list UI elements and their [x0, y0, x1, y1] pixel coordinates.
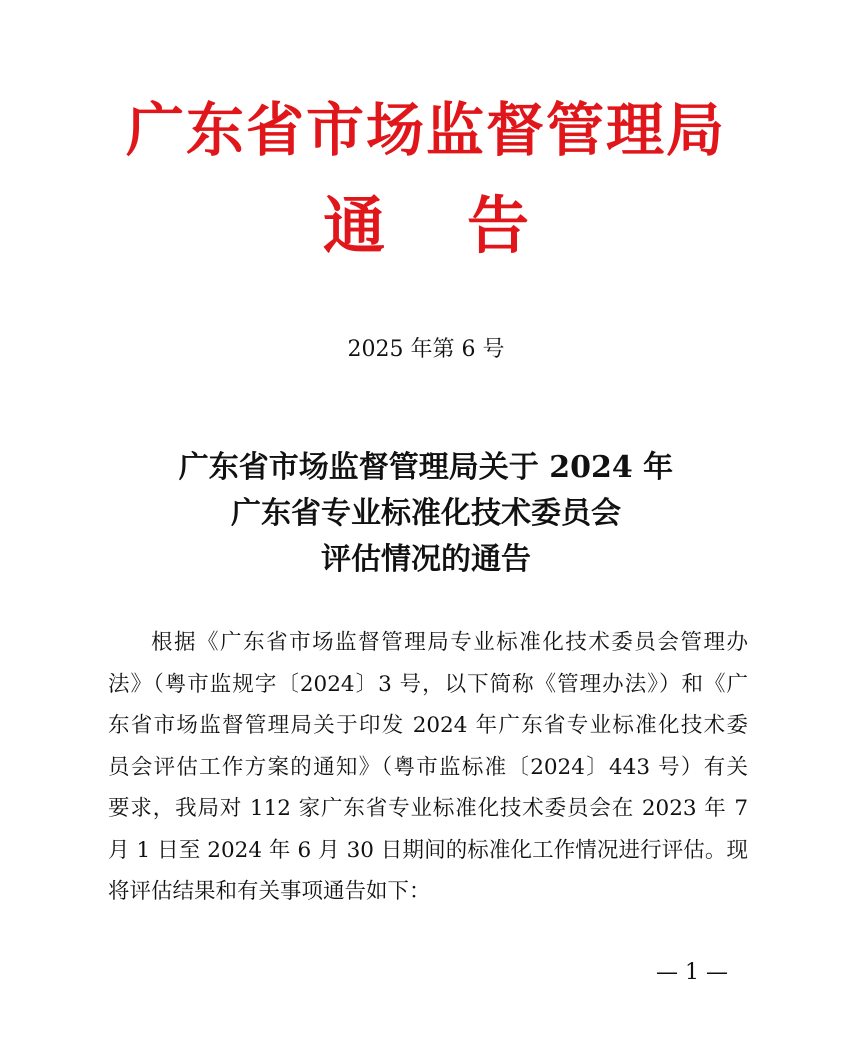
body-line-3: 东省市场监督管理局关于印发 2024 年广东省专业标准化技术委 — [108, 713, 748, 738]
document-number: 2025 年第 6 号 — [347, 337, 505, 362]
document-type-char-1: 通 — [322, 189, 385, 262]
notice-title-line-1: 广东省市场监督管理局关于 2024 年 — [178, 450, 674, 485]
body-line-6: 月 1 日至 2024 年 6 月 30 日期间的标准化工作情况进行评估。现 — [108, 837, 748, 863]
page-number: — 1 — — [656, 960, 728, 985]
document-type-char-2: 告 — [467, 189, 530, 262]
body-line-2: 法》（粤市监规字〔2024〕3 号，以下简称《管理办法》）和《广 — [108, 671, 748, 697]
body-line-1: 根据《广东省市场监督管理局专业标准化技术委员会管理办 — [151, 630, 748, 655]
body-line-5: 要求，我局对 112 家广东省专业标准化技术委员会在 2023 年 7 — [108, 796, 748, 821]
notice-title-line-2: 广东省专业标准化技术委员会 — [231, 496, 621, 531]
body-line-4: 员会评估工作方案的通知》（粤市监标准〔2024〕443 号）有关 — [108, 754, 748, 780]
notice-title-line-3: 评估情况的通告 — [321, 542, 531, 577]
document-type-heading — [0, 186, 852, 266]
notice-title — [0, 445, 852, 583]
issuing-agency-name: 广东省市场监督管理局 — [125, 96, 726, 164]
body-paragraph — [108, 622, 748, 913]
body-line-7: 将评估结果和有关事项通告如下： — [108, 879, 431, 904]
